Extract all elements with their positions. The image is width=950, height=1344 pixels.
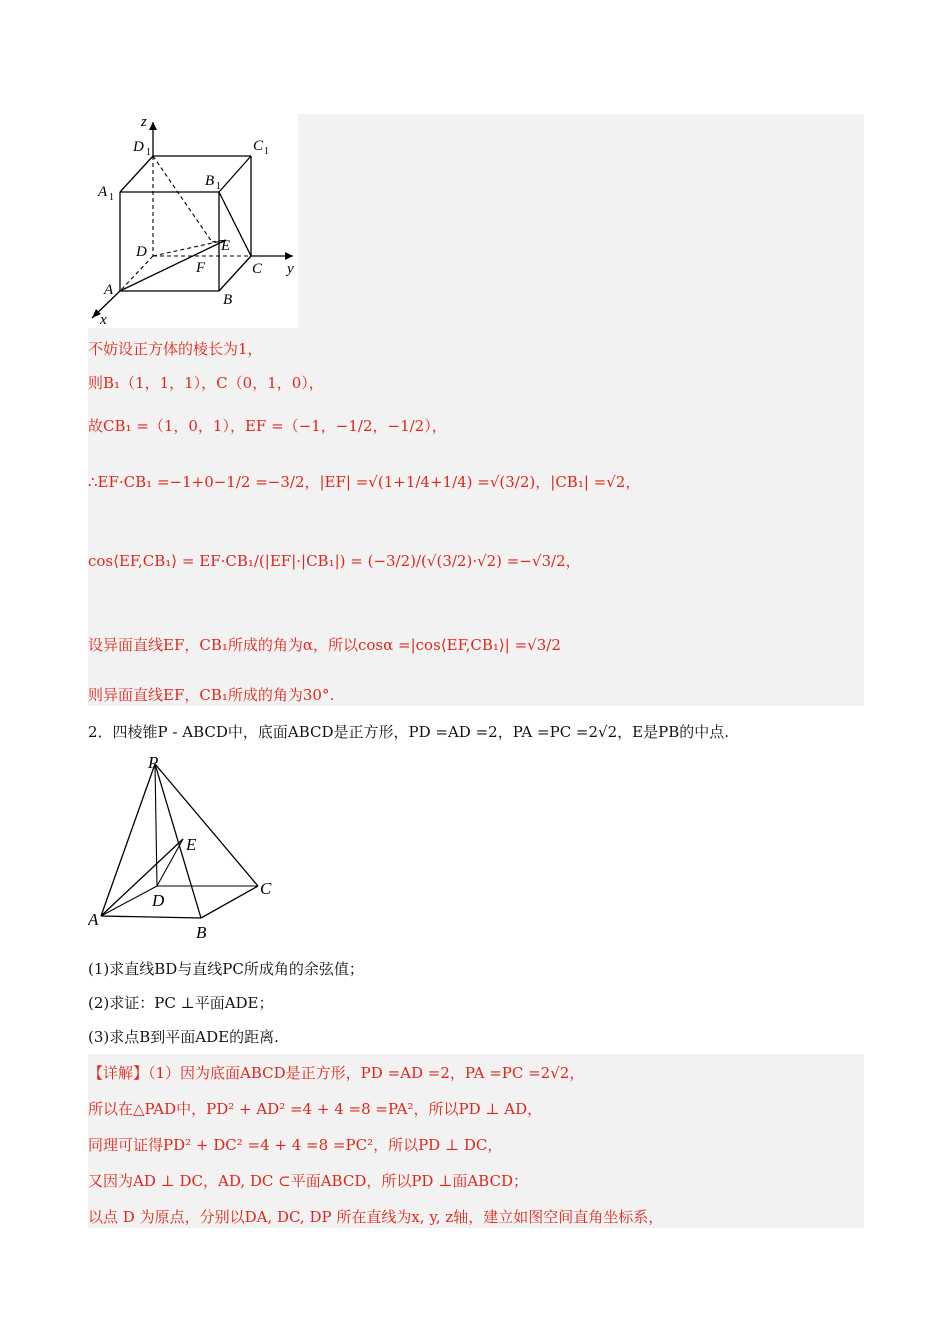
solution2-line5: 以点 D 为原点，分别以DA, DC, DP 所在直线为x, y, z轴，建立如图空间直角坐标系， [88,1208,664,1226]
solution1-line4: ∴EF·CB₁ =−1+0−1/2 =−3/2，|EF| =√(1+1/4+1/4) =√(3/2)，|CB₁| =√2， [88,473,641,491]
pyramid-label-E: E [186,835,197,854]
cube-label-F: F [196,260,206,276]
cube-label-x: x [100,312,107,328]
cube-sub-D1: 1 [146,147,151,158]
cube-label-B1: B [205,173,215,189]
pyramid-label-D: D [152,891,165,910]
problem2-q2: (2)求证：PC ⊥平面ADE； [88,994,274,1012]
pyramid-label-B: B [196,923,207,942]
cube-label-D1: D [133,139,144,155]
solution2-line4: 又因为AD ⊥ DC，AD, DC ⊂平面ABCD，所以PD ⊥面ABCD； [88,1172,528,1190]
cube-label-C1: C [253,138,264,154]
solution1-line6: 设异面直线EF，CB₁所成的角为α，所以cosα =|cos⟨EF,CB₁⟩| =√3/2 [88,636,561,654]
cube-label-B: B [223,292,233,308]
solution1-line5: cos⟨EF,CB₁⟩ = EF·CB₁/(|EF|·|CB₁|) = (−3/2)/(√(3/2)·√2) =−√3/2， [88,552,581,570]
cube-label-A1: A [98,184,108,200]
solution2-line1: 【详解】（1）因为底面ABCD是正方形，PD =AD =2，PA =PC =2√2， [88,1064,585,1082]
cube-label-y: y [287,261,294,277]
cube-label-D: D [136,244,147,260]
cube-label-A: A [104,282,114,298]
solution1-line3: 故CB₁ =（1，0，1），EF =（−1，−1/2，−1/2）， [88,417,447,435]
solution2-line2: 所以在△PAD中，PD² + AD² =4 + 4 =8 =PA²，所以PD ⊥ AD， [88,1100,543,1118]
solution2-line3: 同理可证得PD² + DC² =4 + 4 =8 =PC²，所以PD ⊥ DC， [88,1136,503,1154]
problem2-q3: (3)求点B到平面ADE的距离. [88,1028,279,1046]
cube-label-C: C [252,261,263,277]
pyramid-figure [88,752,288,944]
solution1-line1: 不妨设正方体的棱长为1， [88,340,263,358]
problem2-statement: 2．四棱锥P - ABCD中，底面ABCD是正方形，PD =AD =2，PA =PC =2√2，E是PB的中点. [88,723,729,741]
solution1-line2: 则B₁（1，1，1），C（0，1，0）， [88,374,324,392]
cube-label-z: z [141,114,147,130]
cube-label-E: E [221,238,231,254]
problem2-q1: (1)求直线BD与直线PC所成角的余弦值； [88,960,364,978]
pyramid-label-C: C [260,879,272,898]
cube-figure [88,114,298,328]
pyramid-label-P: P [148,753,159,772]
cube-sub-B1: 1 [216,181,221,192]
cube-sub-A1: 1 [109,192,114,203]
pyramid-label-A: A [88,910,99,929]
cube-sub-C1: 1 [264,146,269,157]
solution1-line7: 则异面直线EF，CB₁所成的角为30°. [88,686,335,704]
